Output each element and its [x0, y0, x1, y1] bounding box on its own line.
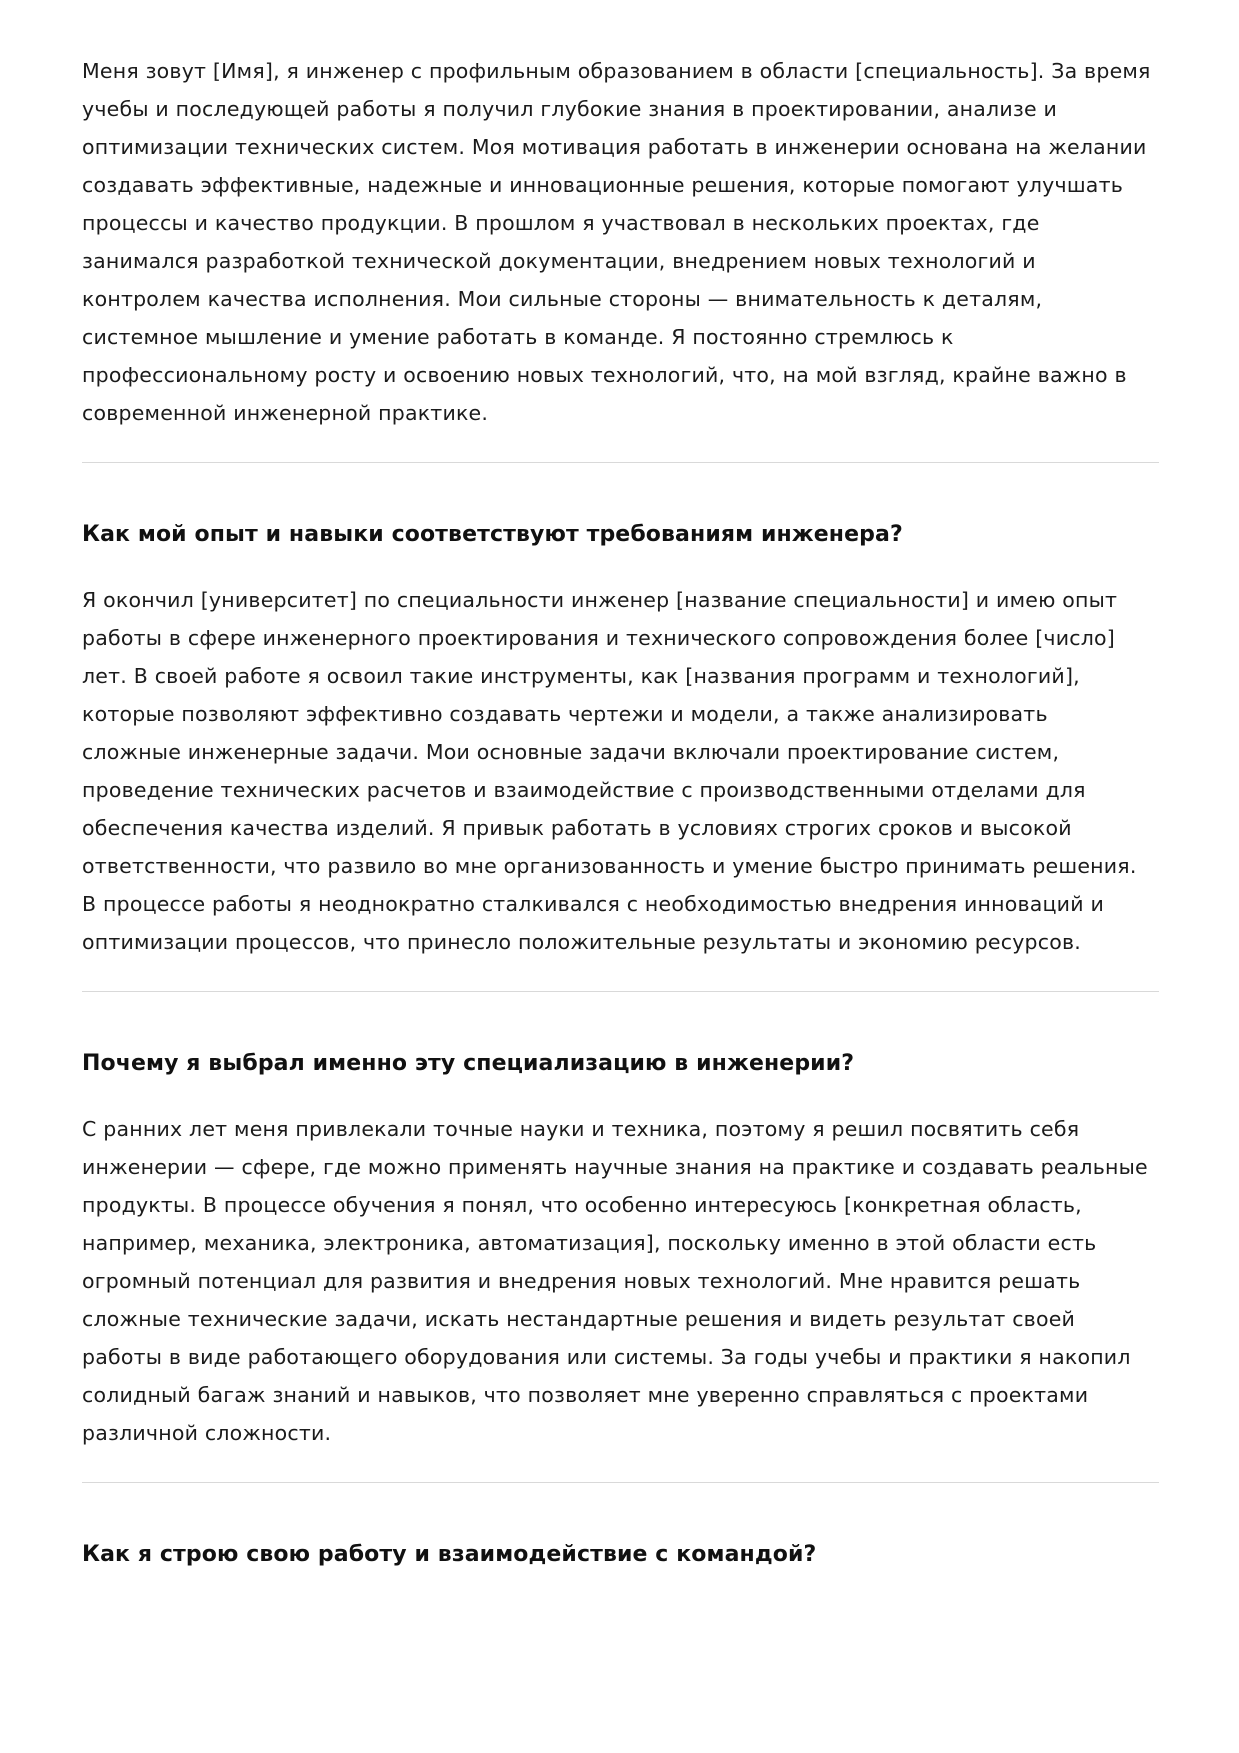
intro-paragraph: Меня зовут [Имя], я инженер с профильным образованием в области [специальность]. За время учебы и последующей работы я получил глубокие знания в проектировании, анализе и оптимизации технических систем. Моя мотивация работать в инженерии основана на желании создавать эффективные, надежные и инновационные решения, которые помогают улучшать процессы и качество продукции. В прошлом я участвовал в нескольких проектах, где занимался разработкой технической документации, внедрением новых технологий и контролем качества исполнения. Мои сильные стороны — внимательность к деталям, системное мышление и умение работать в команде. Я постоянно стремлюсь к профессиональному росту и освоению новых технологий, что, на мой взгляд, крайне важно в современной инженерной практике.	[82, 59, 1151, 425]
specialization-paragraph: С ранних лет меня привлекали точные науки и техника, поэтому я решил посвятить себя инженерии — сфере, где можно применять научные знания на практике и создавать реальные продукты. В процессе обучения я понял, что особенно интересуюсь [конкретная область, например, механика, электроника, автоматизация], поскольку именно в этой области есть огромный потенциал для развития и внедрения новых технологий. Мне нравится решать сложные технические задачи, искать нестандартные решения и видеть результат своей работы в виде работающего оборудования или системы. За годы учебы и практики я накопил солидный багаж знаний и навыков, что позволяет мне уверенно справляться с проектами различной сложности.	[82, 1117, 1148, 1445]
section-divider	[82, 1482, 1159, 1483]
skills-paragraph: Я окончил [университет] по специальности инженер [название специальности] и имею опыт работы в сфере инженерного проектирования и технического сопровождения более [число] лет. В своей работе я освоил такие инструменты, как [названия программ и технологий], которые позволяют эффективно создавать чертежи и модели, а также анализировать сложные инженерные задачи. Мои основные задачи включали проектирование систем, проведение технических расчетов и взаимодействие с производственными отделами для обеспечения качества изделий. Я привык работать в условиях строгих сроков и высокой ответственности, что развило во мне организованность и умение быстро принимать решения. В процессе работы я неоднократно сталкивался с необходимостью внедрения инноваций и оптимизации процессов, что принесло положительные результаты и экономию ресурсов.	[82, 588, 1137, 954]
heading-specialization: Почему я выбрал именно эту специализацию в инженерии?	[82, 1051, 855, 1076]
section-divider	[82, 462, 1159, 463]
heading-skills: Как мой опыт и навыки соответствуют требованиям инженера?	[82, 522, 903, 547]
page-bottom-spacer	[82, 1601, 1159, 1611]
heading-teamwork: Как я строю свою работу и взаимодействие с командой?	[82, 1542, 817, 1567]
section-divider	[82, 991, 1159, 992]
